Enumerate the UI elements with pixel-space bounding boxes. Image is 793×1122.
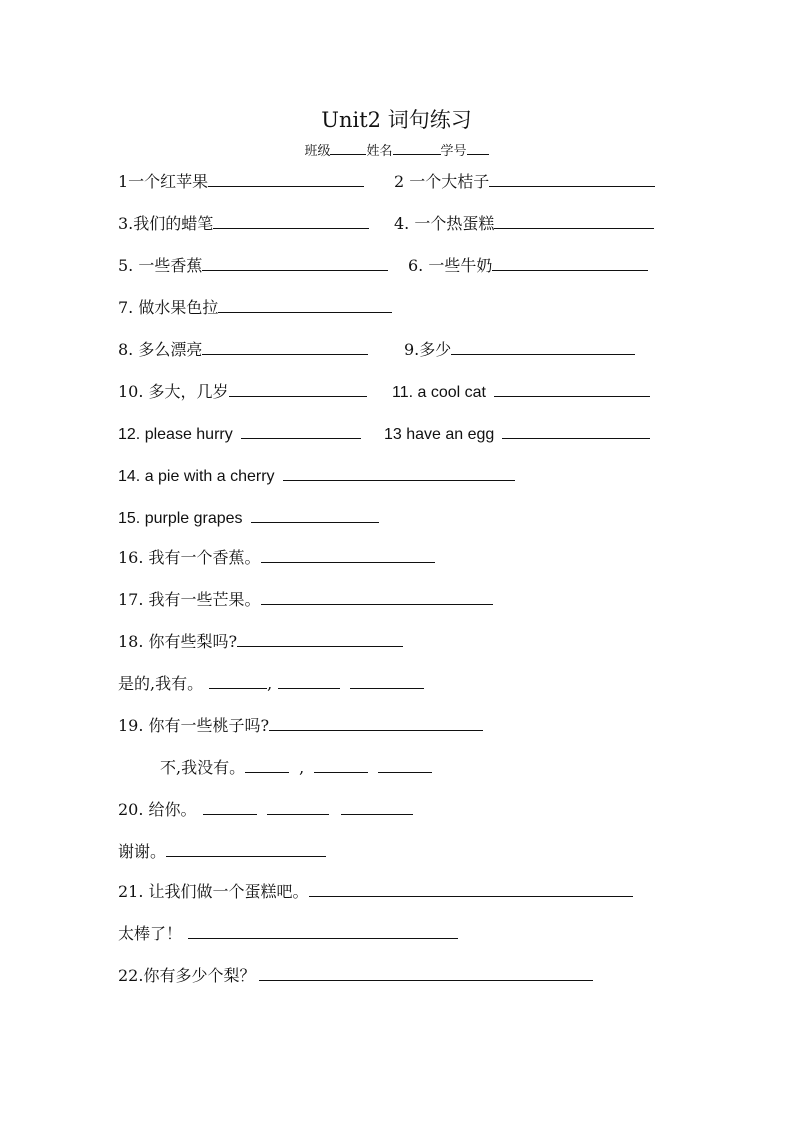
question-6-text: 6. 一些牛奶: [408, 256, 493, 275]
answer-blank-19c[interactable]: [378, 756, 432, 773]
question-17-text: 17. 我有一些芒果。: [118, 590, 261, 609]
name-label: 姓名: [366, 144, 393, 159]
answer-blank-1[interactable]: [208, 170, 364, 187]
question-6: [408, 254, 648, 277]
page-title: Unit2 词句练习: [321, 108, 472, 132]
answer-blank-12[interactable]: [241, 422, 361, 439]
answer-blank-18b[interactable]: [278, 672, 340, 689]
id-blank[interactable]: [467, 140, 489, 155]
question-16-text: 16. 我有一个香蕉。: [118, 548, 261, 567]
answer-blank-19a[interactable]: [245, 756, 289, 773]
question-13-text: 13 have an egg: [384, 426, 495, 443]
answer-blank-20c[interactable]: [341, 798, 413, 815]
question-2: [394, 170, 655, 193]
question-1: [118, 170, 364, 193]
question-9-text: 9.多少: [404, 340, 452, 359]
answer-18-line: [118, 672, 424, 695]
answer-blank-9[interactable]: [451, 338, 635, 355]
answer-blank-15[interactable]: [251, 506, 379, 523]
answer-blank-6[interactable]: [492, 254, 648, 271]
question-13: [384, 422, 650, 446]
question-15: [118, 506, 379, 530]
question-4-text: 4. 一个热蛋糕: [394, 214, 495, 233]
question-20-text: 20. 给你。: [118, 800, 197, 819]
question-12-text: 12. please hurry: [118, 426, 233, 443]
name-blank[interactable]: [393, 140, 441, 155]
question-7: [118, 296, 392, 319]
student-info-line: [0, 140, 793, 159]
question-2-text: 2 一个大桔子: [394, 172, 490, 191]
answer-blank-4[interactable]: [494, 212, 654, 229]
question-1-text: 1一个红苹果: [118, 172, 209, 191]
question-14: [118, 464, 515, 488]
answer-19-line: [160, 756, 432, 779]
id-label: 学号: [440, 144, 467, 159]
answer-blank-13[interactable]: [502, 422, 650, 439]
answer-20-line: [118, 840, 326, 863]
answer-blank-16[interactable]: [261, 546, 435, 563]
question-19: [118, 714, 483, 737]
answer-21-text: 太棒了！: [118, 924, 183, 943]
answer-blank-3[interactable]: [213, 212, 369, 229]
question-18: [118, 630, 403, 653]
question-4: [394, 212, 654, 235]
question-5-text: 5. 一些香蕉: [118, 256, 203, 275]
comma-19: ,: [299, 758, 305, 777]
answer-blank-17[interactable]: [261, 588, 493, 605]
question-10: [118, 380, 367, 403]
answer-blank-19b[interactable]: [314, 756, 368, 773]
answer-18-text: 是的,我有。: [118, 674, 204, 693]
answer-blank-10[interactable]: [229, 380, 367, 397]
question-19-text: 19. 你有一些桃子吗?: [118, 716, 270, 735]
answer-blank-2[interactable]: [489, 170, 655, 187]
class-blank[interactable]: [330, 140, 366, 155]
question-8-text: 8. 多么漂亮: [118, 340, 203, 359]
question-22-text: 22.你有多少个梨？: [118, 966, 256, 985]
question-18-text: 18. 你有些梨吗?: [118, 632, 238, 651]
answer-blank-11[interactable]: [494, 380, 650, 397]
question-21-text: 21. 让我们做一个蛋糕吧。: [118, 882, 309, 901]
question-9: [404, 338, 635, 361]
question-15-text: 15. purple grapes: [118, 510, 243, 527]
answer-blank-19[interactable]: [269, 714, 483, 731]
class-label: 班级: [304, 144, 331, 159]
answer-blank-18[interactable]: [237, 630, 403, 647]
question-8: [118, 338, 368, 361]
answer-blank-5[interactable]: [202, 254, 388, 271]
answer-blank-21[interactable]: [309, 880, 633, 897]
question-12: [118, 422, 361, 446]
question-7-text: 7. 做水果色拉: [118, 298, 219, 317]
question-11: [392, 380, 650, 404]
question-17: [118, 588, 493, 611]
question-3-text: 3.我们的蜡笔: [118, 214, 214, 233]
question-3: [118, 212, 369, 235]
answer-blank-8[interactable]: [202, 338, 368, 355]
question-5: [118, 254, 388, 277]
answer-blank-20d[interactable]: [166, 840, 326, 857]
question-21: [118, 880, 633, 903]
answer-blank-20b[interactable]: [267, 798, 329, 815]
answer-blank-21a[interactable]: [188, 922, 458, 939]
question-11-text: 11. a cool cat: [392, 384, 486, 401]
answer-20-text: 谢谢。: [118, 842, 167, 861]
question-22: [118, 964, 593, 987]
answer-blank-18a[interactable]: [209, 672, 267, 689]
question-20: [118, 798, 413, 821]
answer-19-text: 不,我没有。: [160, 758, 246, 777]
comma-18: ,: [267, 674, 273, 693]
question-16: [118, 546, 435, 569]
answer-blank-14[interactable]: [283, 464, 515, 481]
answer-blank-18c[interactable]: [350, 672, 424, 689]
answer-blank-20a[interactable]: [203, 798, 257, 815]
answer-blank-7[interactable]: [218, 296, 392, 313]
answer-blank-22[interactable]: [259, 964, 593, 981]
answer-21-line: [118, 922, 458, 945]
question-10-text: 10. 多大，几岁: [118, 382, 229, 401]
question-14-text: 14. a pie with a cherry: [118, 468, 275, 485]
